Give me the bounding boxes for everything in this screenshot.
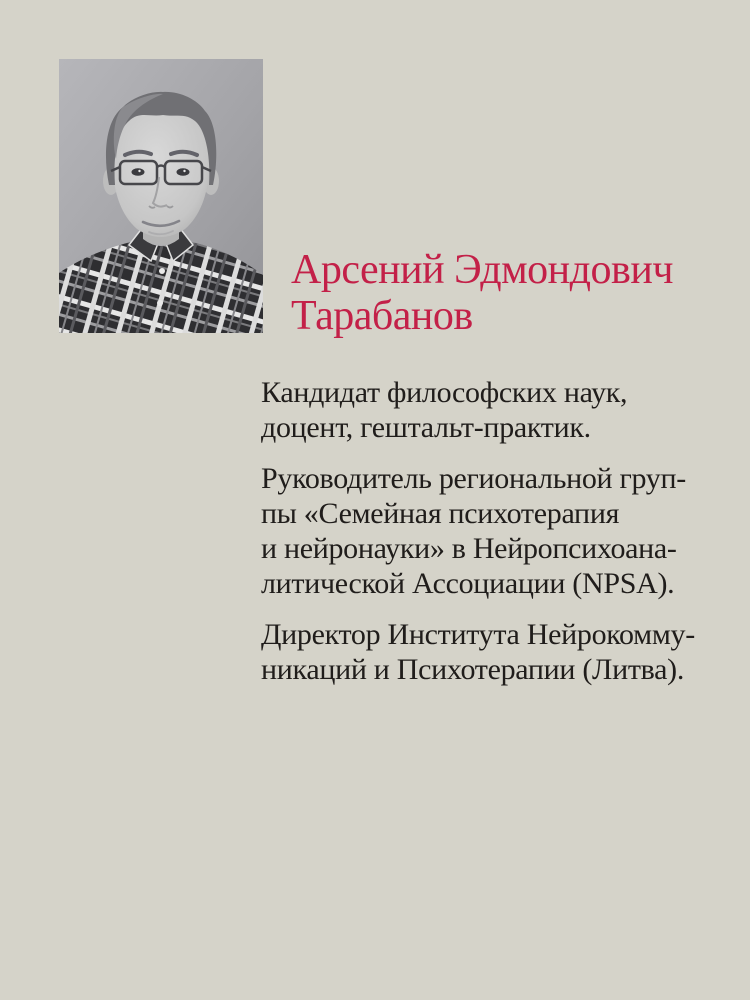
author-name-line: Тарабанов bbox=[291, 293, 473, 339]
bio-paragraph-credentials bbox=[261, 375, 711, 445]
shirt-button bbox=[157, 300, 163, 306]
author-name bbox=[291, 247, 673, 339]
glasses-bridge bbox=[157, 166, 165, 168]
eye bbox=[177, 168, 190, 176]
bio-line: Руководитель региональной груп- bbox=[261, 462, 686, 495]
bio-line: и нейронауки» в Нейропсихоана- bbox=[261, 532, 677, 565]
author-photo bbox=[59, 59, 263, 333]
shirt-button bbox=[159, 268, 165, 274]
author-bio bbox=[261, 375, 711, 703]
bio-line: литической Ассоциации (NPSA). bbox=[261, 567, 675, 600]
author-photo-image bbox=[59, 59, 263, 333]
eye-highlight bbox=[183, 170, 185, 172]
bio-line: никаций и Психотерапии (Литва). bbox=[261, 653, 685, 686]
eye-highlight bbox=[138, 170, 140, 172]
bio-line: пы «Семейная психотерапия bbox=[261, 497, 620, 530]
eye bbox=[132, 168, 145, 176]
bio-line: Директор Института Нейрокомму- bbox=[261, 618, 695, 651]
author-name-line: Арсений Эдмондович bbox=[291, 247, 673, 293]
bio-line: доцент, гештальт-практик. bbox=[261, 411, 591, 444]
bio-line: Кандидат философских наук, bbox=[261, 376, 628, 409]
bio-paragraph-director bbox=[261, 617, 711, 687]
bio-paragraph-group-leader bbox=[261, 461, 711, 601]
